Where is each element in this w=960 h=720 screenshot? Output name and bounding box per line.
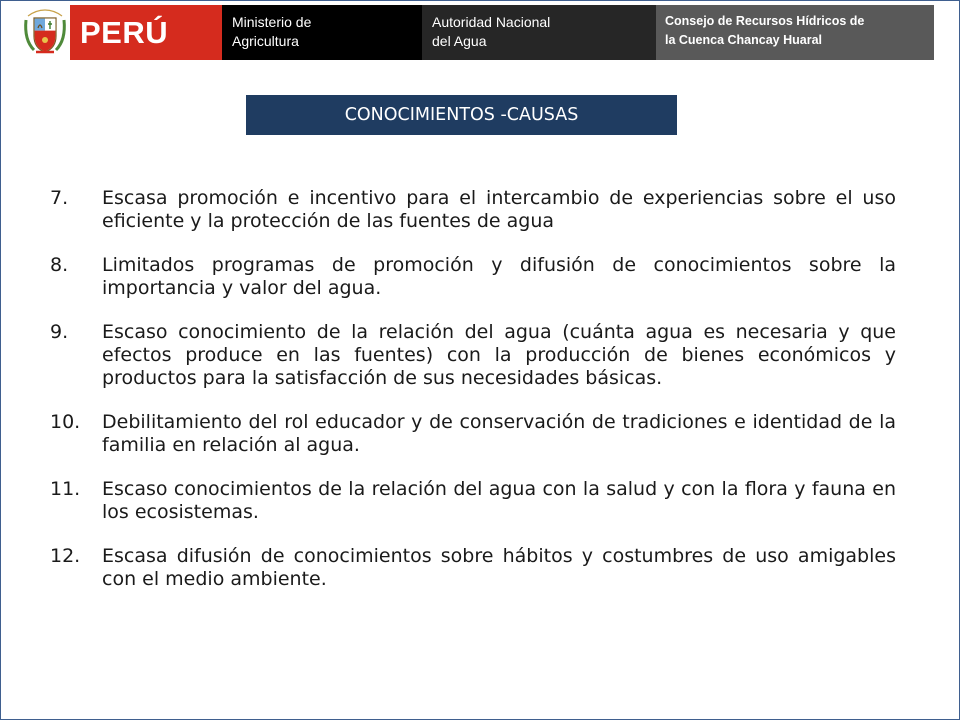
item-text: Escaso conocimiento de la relación del agua (cuánta agua es necesaria y que efectos produce en las fuentes) con la producción de bienes económicos y productos para la satisfacción de sus necesidades básicas. [102, 321, 896, 389]
council-label [656, 5, 934, 60]
item-number: 10. [50, 411, 81, 433]
list-item [50, 545, 896, 591]
peru-coat-of-arms-icon [22, 6, 68, 60]
item-number: 9. [50, 321, 69, 343]
authority-line-2: del Agua [432, 33, 487, 49]
peru-logo: PERÚ [70, 5, 222, 60]
item-number: 7. [50, 187, 69, 209]
list-item [50, 321, 896, 390]
header-bar [0, 0, 960, 62]
item-text: Escaso conocimientos de la relación del agua con la salud y con la flora y fauna en los ecosistemas. [102, 478, 896, 523]
item-number: 12. [50, 545, 81, 567]
council-line-1: Consejo de Recursos Hídricos de [665, 14, 865, 28]
item-text: Escasa promoción e incentivo para el intercambio de experiencias sobre el uso eficiente y la protección de las fuentes de agua [102, 187, 896, 232]
slide-title: CONOCIMIENTOS -CAUSAS [246, 95, 677, 135]
list-item [50, 254, 896, 300]
causes-list [50, 187, 896, 612]
ministry-label [222, 5, 422, 60]
ministry-line-2: Agricultura [232, 33, 299, 49]
list-item [50, 411, 896, 457]
item-text: Escasa difusión de conocimientos sobre hábitos y costumbres de uso amigables con el medio ambiente. [102, 545, 896, 590]
item-number: 11. [50, 478, 81, 500]
list-item [50, 478, 896, 524]
ministry-line-1: Ministerio de [232, 14, 312, 30]
council-line-2: la Cuenca Chancay Huaral [665, 33, 823, 47]
authority-label [422, 5, 656, 60]
list-item [50, 187, 896, 233]
authority-line-1: Autoridad Nacional [432, 14, 551, 30]
item-text: Limitados programas de promoción y difusión de conocimientos sobre la importancia y valor del agua. [102, 254, 896, 299]
item-number: 8. [50, 254, 69, 276]
item-text: Debilitamiento del rol educador y de conservación de tradiciones e identidad de la familia en relación al agua. [102, 411, 896, 456]
